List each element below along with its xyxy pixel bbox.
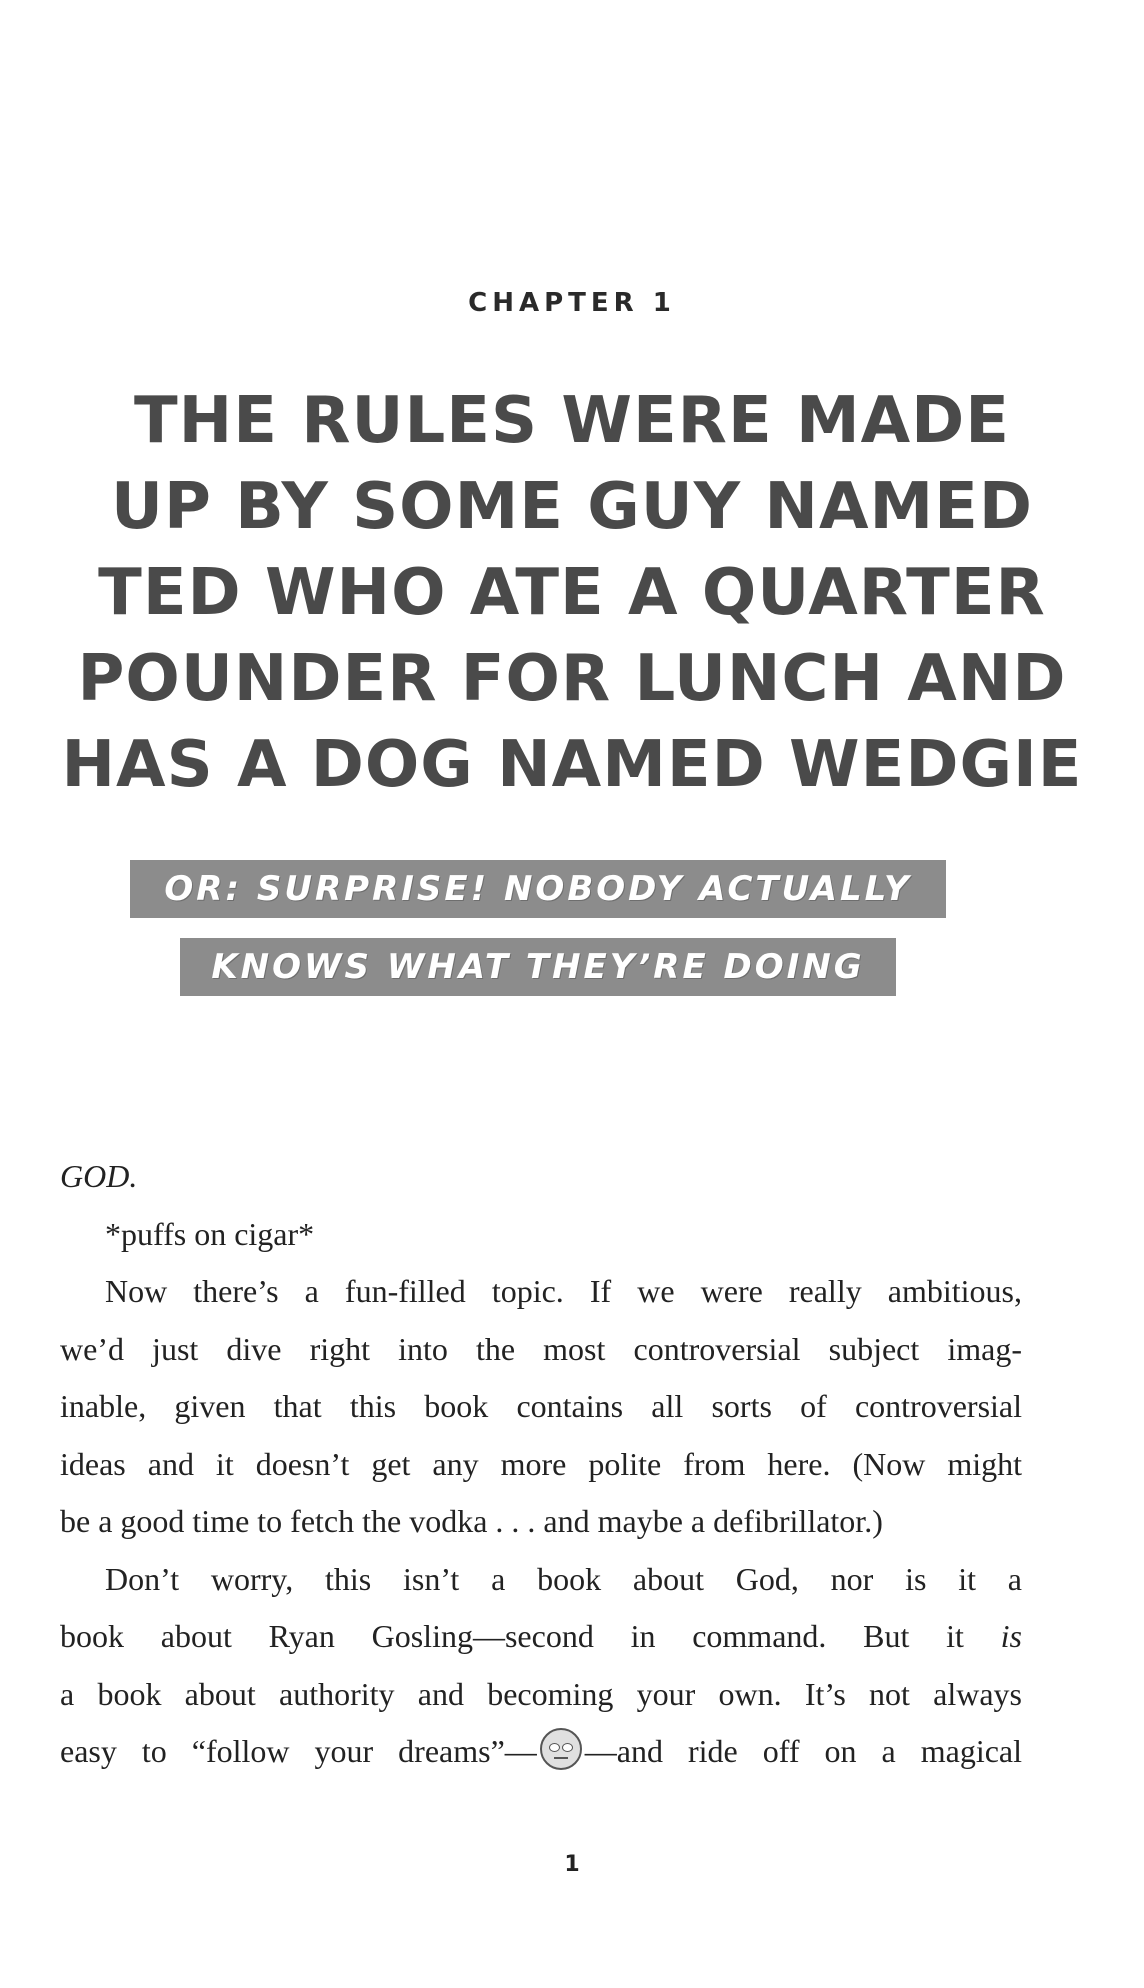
paragraph-line [60,1608,1022,1666]
paragraph-line: ideas and it doesn’t get any more polite from here. (Now might [60,1445,1022,1482]
chapter-title-line: HAS A DOG NAMED WEDGIE [61,728,1083,802]
chapter-title [60,378,1084,808]
text-run: book about Ryan Gosling—second in command. But it [60,1618,1001,1654]
chapter-title-line: THE RULES WERE MADE [134,384,1010,458]
text-run: easy to “follow your dreams”— [60,1733,537,1769]
chapter-title-line: UP BY SOME GUY NAMED [111,470,1033,544]
chapter-subtitle-line: KNOWS WHAT THEY’RE DOING [180,938,896,996]
paragraph-line: inable, given that this book contains all sorts of controversial [60,1388,1022,1424]
page-number: 1 [564,1852,580,1877]
paragraph-dont-worry [60,1551,1022,1781]
god-heading: GOD. [60,1158,138,1194]
paragraph-line: we’d just dive right into the most controversial subject imag- [60,1330,1022,1367]
paragraph-line [60,1723,1022,1781]
paragraph-god [60,1148,1022,1206]
chapter-title-line: POUNDER FOR LUNCH AND [77,642,1067,716]
paragraph-cigar: *puffs on cigar* [105,1215,315,1252]
paragraph-line: Don’t worry, this isn’t a book about God, nor is it a [105,1560,1022,1597]
text-run: —and ride off on a magical [584,1733,1023,1769]
body-text [60,1148,1022,1781]
paragraph-line: Now there’s a fun-filled topic. If we were really ambitious, [105,1273,1022,1309]
chapter-subtitle-line: OR: SURPRISE! NOBODY ACTUALLY [130,860,946,918]
chapter-label: CHAPTER 1 [468,288,676,318]
paragraph-line: be a good time to fetch the vodka . . . and maybe a defibrillator.) [60,1503,883,1539]
chapter-title-line: TED WHO ATE A QUARTER [98,556,1046,630]
paragraph-line: a book about authority and becoming your own. It’s not always [60,1675,1022,1712]
emphasis-is: is [1000,1618,1022,1654]
paragraph-topic [60,1263,1022,1551]
eye-roll-emoji-icon [540,1728,582,1770]
